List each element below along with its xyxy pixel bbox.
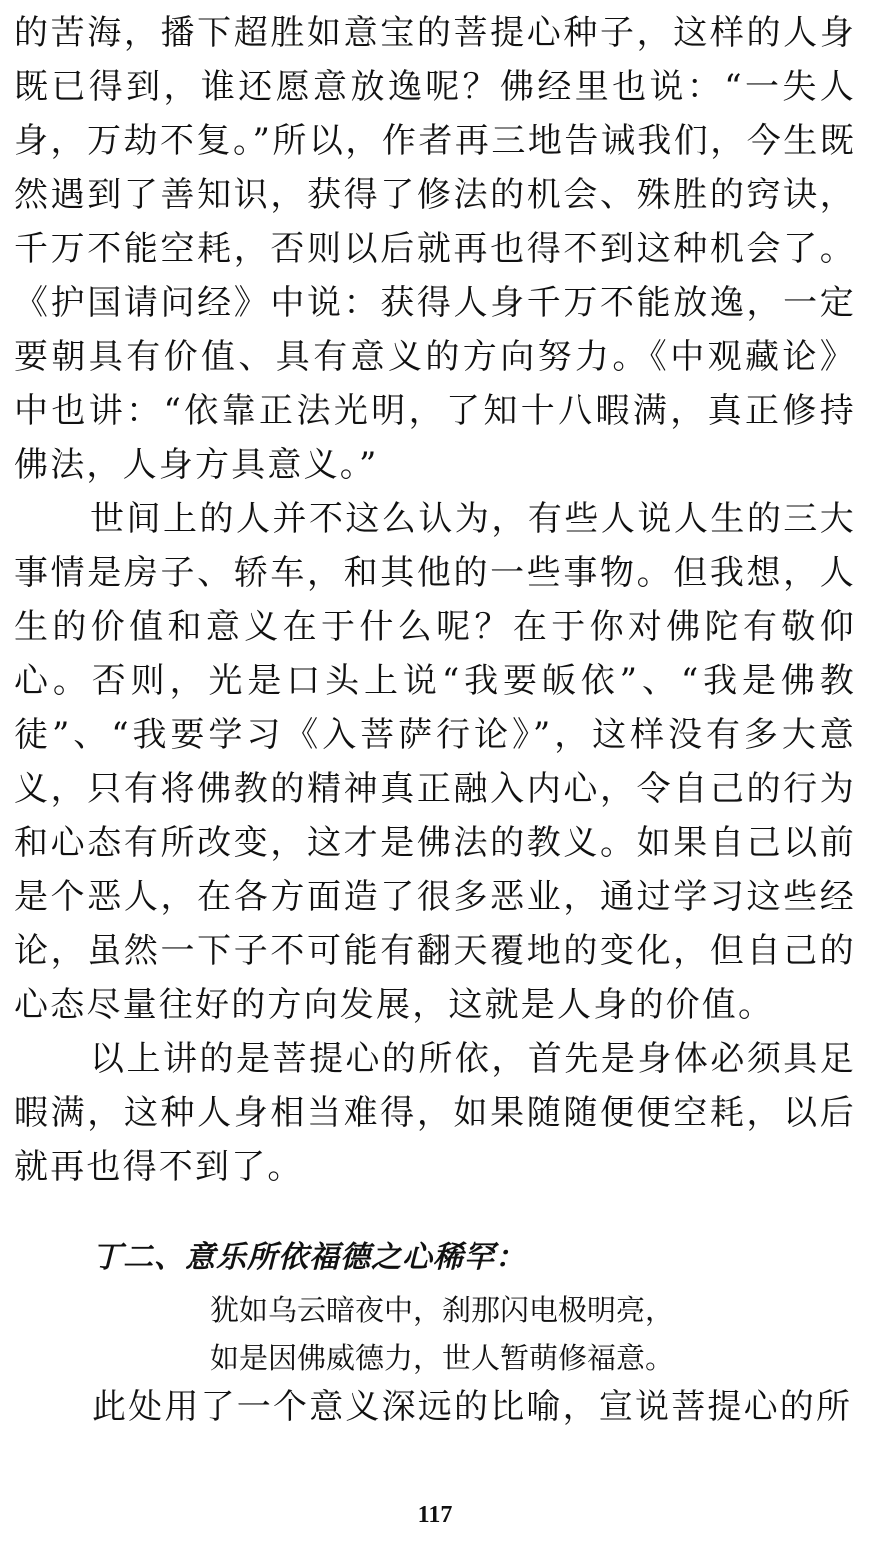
page-number: 117 (417, 1502, 453, 1528)
section-heading: 丁二、意乐所依福德之心稀罕： (92, 1240, 526, 1275)
commentary-paragraph: 此处用了一个意义深远的比喻，宣说菩提心的所 (92, 1387, 853, 1427)
paragraph-1: 的苦海，播下超胜如意宝的菩提心种子，这样的人身既已得到，谁还愿意放逸呢？佛经里也说：“一失人身，万劫不复。”所以，作者再三地告诫我们，今生既然遇到了善知识，获得了修法的机会、殊胜的窍诀，千万不能空耗，否则以后就再也得不到这种机会了。《护国请问经》中说：获得人身千万不能放逸，一定要朝具有价值、具有意义的方向努力。《中观藏论》中也讲：“依靠正法光明，了知十八暇满，真正修持佛法，人身方具意义。” (14, 13, 856, 485)
verse-line-1: 犹如乌云暗夜中，刹那闪电极明亮， (210, 1293, 675, 1327)
verse-line-2: 如是因佛威德力，世人暂萌修福意。 (210, 1341, 675, 1375)
paragraph-2: 世间上的人并不这么认为，有些人说人生的三大事情是房子、轿车，和其他的一些事物。但我想，人生的价值和意义在于什么呢？在于你对佛陀有敬仰心。否则，光是口头上说“我要皈依”、“我是佛教徒”、“我要学习《入菩萨行论》”，这样没有多大意义，只有将佛教的精神真正融入内心，令自己的行为和心态有所改变，这才是佛法的教义。如果自己以前是个恶人，在各方面造了很多恶业，通过学习这些经论，虽然一下子不可能有翻天覆地的变化，但自己的心态尽量往好的方向发展，这就是人身的价值。 (14, 499, 856, 1025)
paragraph-3: 以上讲的是菩提心的所依，首先是身体必须具足暇满，这种人身相当难得，如果随随便便空耗，以后就再也得不到了。 (14, 1039, 856, 1187)
page-body (14, 6, 856, 1194)
